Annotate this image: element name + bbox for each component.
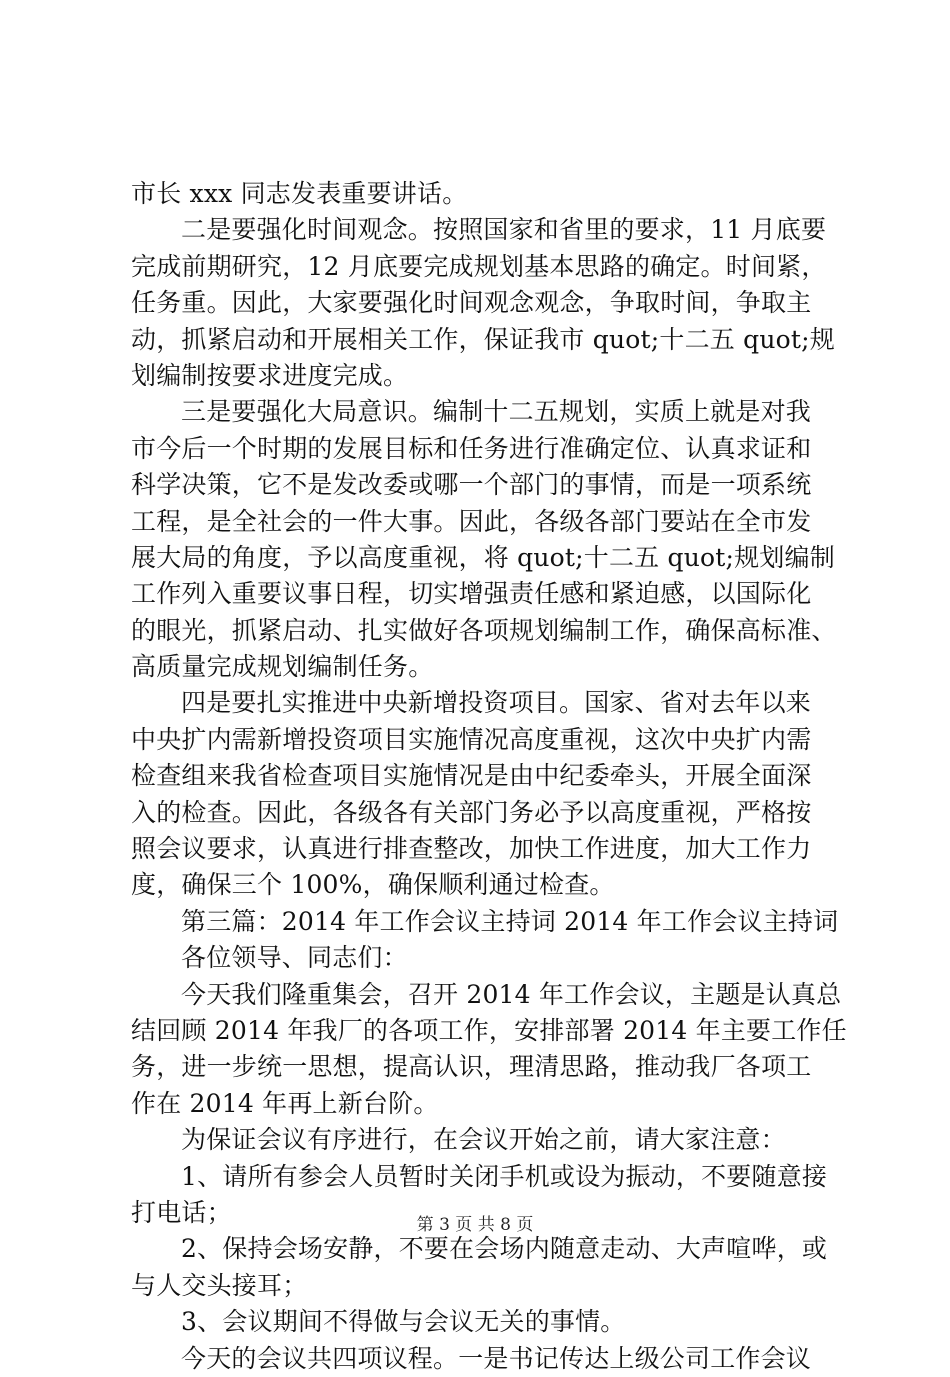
- text-line: 展大局的角度，予以高度重视，将 quot;十二五 quot;规划编制: [131, 542, 835, 572]
- paragraph-first-line: 三是要强化大局意识。编制十二五规划，实质上就是对我: [181, 397, 812, 427]
- paragraph-first-line: 今天我们隆重集会，召开 2014 年工作会议，主题是认真总: [181, 979, 842, 1009]
- section-heading: 第三篇：2014 年工作会议主持词 2014 年工作会议主持词: [181, 906, 839, 936]
- text-line: 市长 xxx 同志发表重要讲话。: [131, 179, 468, 208]
- paragraph-first-line: 为保证会议有序进行，在会议开始之前，请大家注意：: [181, 1125, 786, 1155]
- text-line: 入的检查。因此，各级各有关部门务必予以高度重视，严格按: [131, 797, 812, 827]
- text-line: 结回顾 2014 年我厂的各项工作，安排部署 2014 年主要工作任: [131, 1015, 847, 1045]
- text-line: 照会议要求，认真进行排查整改，加快工作进度，加大工作力: [131, 834, 812, 864]
- text-line: 度，确保三个 100%，确保顺利通过检查。: [131, 870, 615, 900]
- text-line: 检查组来我省检查项目实施情况是由中纪委牵头，开展全面深: [131, 761, 812, 791]
- page-number-footer: 第 3 页 共 8 页: [416, 1215, 534, 1235]
- document-body: [131, 176, 847, 1377]
- paragraph-first-line: 二是要强化时间观念。按照国家和省里的要求，11 月底要: [181, 215, 827, 245]
- text-line: 与人交头接耳；: [131, 1270, 308, 1300]
- paragraph-first-line: 今天的会议共四项议程。一是书记传达上级公司工作会议: [181, 1343, 812, 1373]
- text-line: 科学决策，它不是发改委或哪一个部门的事情，而是一项系统: [131, 470, 812, 500]
- salutation: 各位领导、同志们：: [181, 943, 408, 973]
- text-line: 任务重。因此，大家要强化时间观念观念，争取时间，争取主: [131, 288, 812, 318]
- text-line: 工程，是全社会的一件大事。因此，各级各部门要站在全市发: [131, 506, 812, 536]
- text-line: 打电话；: [131, 1197, 232, 1227]
- text-line: 完成前期研究，12 月底要完成规划基本思路的确定。时间紧，: [131, 251, 827, 281]
- text-line: 中央扩内需新增投资项目实施情况高度重视，这次中央扩内需: [131, 724, 812, 754]
- text-line: 务，进一步统一思想，提高认识，理清思路，推动我厂各项工: [131, 1052, 812, 1082]
- paragraph-first-line: 四是要扎实推进中央新增投资项目。国家、省对去年以来: [181, 688, 812, 718]
- list-item-first-line: 3、会议期间不得做与会议无关的事情。: [181, 1307, 626, 1337]
- text-line: 市今后一个时期的发展目标和任务进行准确定位、认真求证和: [131, 433, 812, 463]
- text-line: 高质量完成规划编制任务。: [131, 652, 434, 682]
- text-line: 工作列入重要议事日程，切实增强责任感和紧迫感，以国际化: [131, 579, 812, 609]
- text-line: 作在 2014 年再上新台阶。: [131, 1088, 439, 1118]
- list-item-first-line: 1、请所有参会人员暂时关闭手机或设为振动，不要随意接: [181, 1161, 828, 1191]
- text-line: 的眼光，抓紧启动、扎实做好各项规划编制工作，确保高标准、: [131, 615, 837, 645]
- text-line: 动，抓紧启动和开展相关工作，保证我市 quot;十二五 quot;规: [131, 324, 835, 354]
- text-line: 划编制按要求进度完成。: [131, 360, 409, 390]
- list-item-first-line: 2、保持会场安静，不要在会场内随意走动、大声喧哗，或: [181, 1234, 828, 1264]
